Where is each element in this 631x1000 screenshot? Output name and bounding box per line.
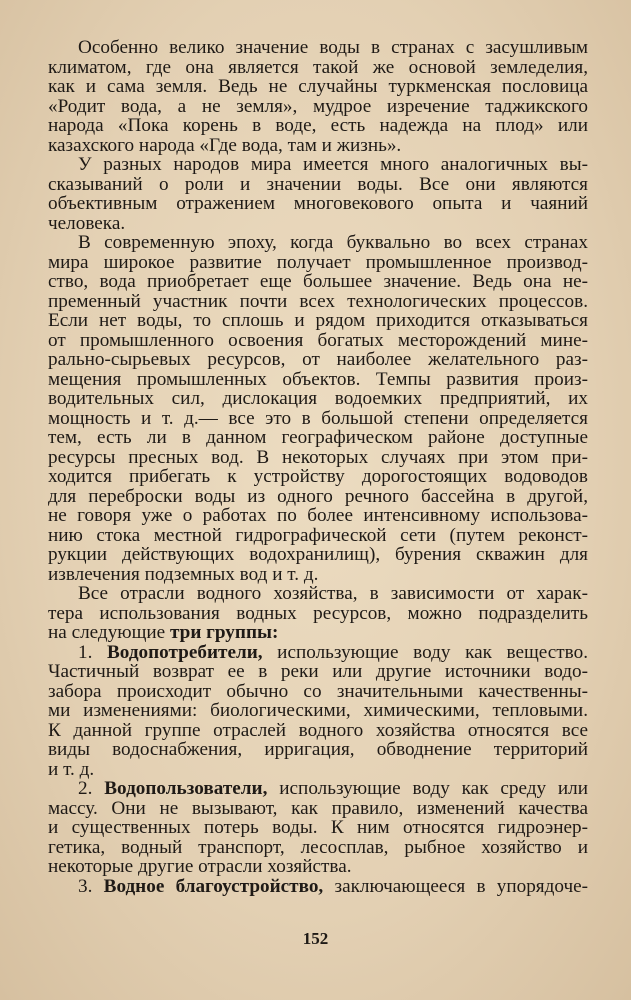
item-number: 3. — [78, 875, 93, 897]
paragraph-1 — [48, 38, 588, 155]
text-line: казахского народа «Где вода, там и жизнь». — [48, 134, 402, 156]
text-line: Все отрасли водного хозяйства, в зависимости от харак- — [78, 583, 588, 604]
list-item-3 — [48, 877, 588, 897]
text-line: Если нет воды, то сплошь и рядом приходится отказываться — [48, 310, 588, 331]
text-fragment: на следующие — [48, 622, 170, 643]
text-line: не говоря уже о работах по более интенсивному использова- — [48, 505, 588, 526]
text-line: ходится прибегать к устройству дорогостоящих водоводов — [48, 466, 588, 487]
text-line: рукции действующих водохранилищ), бурения скважин для — [48, 544, 588, 565]
text-line: ство, вода приобретает еще большее значение. Ведь она не- — [48, 271, 588, 292]
text-line: тера использования водных ресурсов, можно подразделить — [48, 602, 588, 624]
text-line: сказываний о роли и значении воды. Все они являются — [48, 173, 588, 195]
text-line: как и сама земля. Ведь не случайны туркменская пословица — [48, 76, 588, 97]
text-line: Частичный возврат ее в реки или другие источники водо- — [48, 661, 588, 682]
text-line: от промышленного освоения богатых месторождений мине- — [48, 329, 588, 351]
text-line: для переброски воды из одного речного бассейна в другой, — [48, 485, 588, 507]
paragraph-3 — [48, 233, 588, 584]
item-number: 1. — [78, 641, 93, 663]
list-item-2 — [48, 779, 588, 877]
text-line: ми изменениями: биологическими, химическими, тепловыми. — [48, 700, 588, 721]
paragraph-2 — [48, 155, 588, 233]
text-line: виды водоснабжения, ирригация, обводнение территорий — [48, 739, 588, 760]
text-fragment: использующие воду как среду или — [279, 778, 589, 799]
text-line: мощность и т. д.— все это в большой степени определяется — [48, 407, 588, 429]
text-line: нию стока местной гидрографической сети (путем реконст- — [48, 524, 588, 546]
text-line: извлечения подземных вод и т. д. — [48, 563, 319, 585]
text-line: и т. д. — [48, 758, 95, 780]
list-item-1 — [48, 643, 588, 780]
bold-term: три группы: — [169, 622, 279, 643]
text-line: У разных народов мира имеется много аналогичных вы- — [78, 154, 588, 175]
text-fragment: использующие воду как вещество. — [277, 641, 588, 663]
text-line — [48, 623, 588, 643]
bold-term: Водопотребители, — [106, 641, 263, 663]
paragraph-4 — [48, 584, 588, 643]
text-line — [48, 643, 588, 663]
text-line: К данной группе отраслей водного хозяйства относятся все — [48, 719, 588, 741]
text-line: некоторые другие отрасли хозяйства. — [48, 856, 352, 877]
page-number: 152 — [302, 929, 329, 948]
text-line: водительных сил, дислокация водоемких предприятий, их — [48, 388, 588, 409]
text-line: объективным отражением многовекового опыта и чаяний — [48, 193, 588, 214]
text-line: гетика, водный транспорт, лесосплав, рыбное хозяйство и — [48, 836, 588, 858]
text-line — [48, 877, 588, 897]
text-line: ресурсы пресных вод. В некоторых случаях при этом при- — [48, 446, 588, 468]
text-line: забора происходит обычно со значительными качественны- — [48, 680, 588, 702]
body-text — [48, 38, 588, 896]
text-line: народа «Пока корень в воде, есть надежда на плод» или — [48, 115, 588, 136]
item-number: 2. — [78, 778, 93, 799]
text-line: Особенно велико значение воды в странах с засушливым — [78, 37, 588, 58]
text-line: В современную эпоху, когда буквально во всех странах — [78, 232, 588, 253]
text-line: тем, есть ли в данном географическом районе доступные — [48, 427, 588, 448]
bold-term: Водное благоустройство, — [103, 875, 324, 897]
text-line: пременный участник почти всех технологических процессов. — [48, 290, 588, 312]
text-line: человека. — [48, 212, 126, 234]
text-line: рально-сырьевых ресурсов, от наиболее желательного раз- — [48, 349, 588, 370]
text-line: климатом, где она является такой же основой земледелия, — [48, 56, 588, 78]
text-line: мещения промышленных объектов. Темпы развития произ- — [48, 368, 588, 390]
text-line: и существенных потерь воды. К ним относятся гидроэнер- — [48, 817, 588, 838]
text-line: «Родит вода, а не земля», мудрое изречение таджикского — [48, 95, 588, 117]
text-fragment: заключающееся в упорядоче- — [334, 875, 589, 897]
bold-term: Водопользователи, — [104, 778, 268, 799]
text-line: массу. Они не вызывают, как правило, изменений качества — [48, 797, 588, 819]
text-line: мира широкое развитие получает промышленное производ- — [48, 251, 588, 273]
text-line — [48, 779, 588, 799]
